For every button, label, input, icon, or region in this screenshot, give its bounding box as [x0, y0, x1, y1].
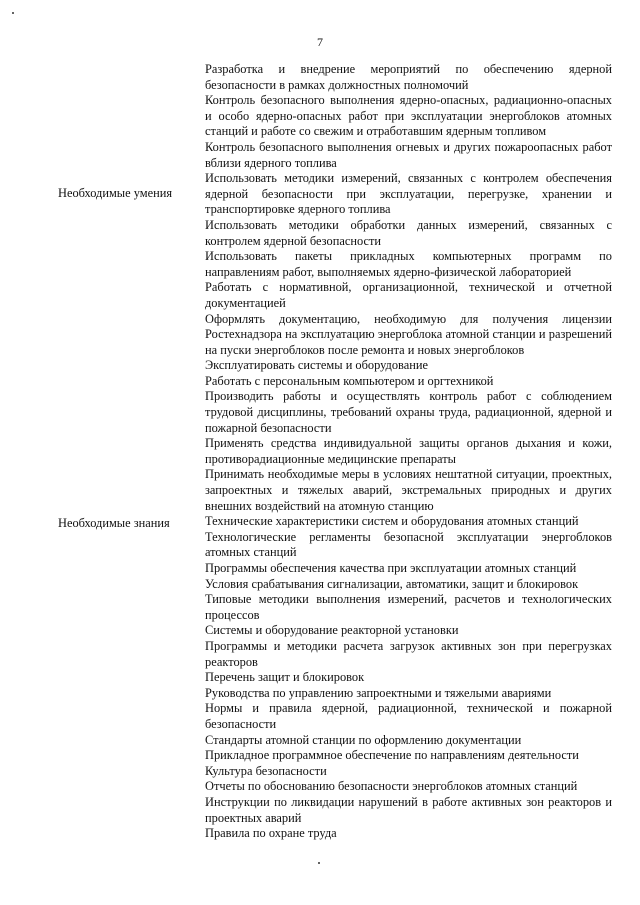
- list-item: Работать с персональным компьютером и оргтехникой: [205, 373, 494, 388]
- list-item: Нормы и правила ядерной, радиационной, технической и пожарной безопасности: [205, 701, 612, 731]
- scan-speck: [12, 12, 14, 14]
- list-item: Программы и методики расчета загрузок активных зон при перегрузках реакторов: [205, 638, 612, 669]
- requirements-column: [205, 62, 612, 842]
- list-item: Перечень защит и блокировок: [205, 670, 365, 685]
- list-item: Технологические регламенты безопасной эксплуатации энергоблоков атомных станций: [205, 529, 612, 560]
- list-item: Контроль безопасного выполнения огневых и других пожароопасных работ вблизи ядерного топлива: [205, 139, 612, 170]
- list-item: Применять средства индивидуальной защиты органов дыхания и кожи, противорадиационные медицинские препараты: [205, 436, 612, 466]
- list-item: Использовать методики обработки данных измерений, связанных с контролем ядерной безопасности: [205, 217, 612, 248]
- list-item: Системы и оборудование реакторной установки: [205, 623, 459, 638]
- list-item: Работать с нормативной, организационной, технической и отчетной документацией: [205, 280, 612, 310]
- skills-label: Необходимые умения: [58, 186, 173, 200]
- list-item: Технические характеристики систем и оборудования атомных станций: [205, 514, 579, 529]
- skills-section: [205, 171, 612, 514]
- list-item: Оформлять документацию, необходимую для получения лицензии Ростехнадзора на эксплуатацию энергоблока атомной станции и разрешений на пуски энергоблоков после ремонта и новых энергоблоков: [205, 311, 612, 357]
- knowledge-section: [205, 514, 612, 841]
- knowledge-label: Необходимые знания: [58, 516, 170, 530]
- list-item: Производить работы и осуществлять контроль работ с соблюдением трудовой дисциплины, требований охраны труда, радиационной, ядерной и пожарной безопасности: [205, 389, 612, 435]
- list-item: Разработка и внедрение мероприятий по обеспечению ядерной безопасности в рамках должностных полномочий: [205, 62, 612, 92]
- list-item: Условия срабатывания сигнализации, автоматики, защит и блокировок: [205, 576, 579, 591]
- scan-speck: [318, 862, 320, 864]
- list-item: Руководства по управлению запроектными и тяжелыми авариями: [205, 685, 552, 700]
- list-item: Отчеты по обоснованию безопасности энергоблоков атомных станций: [205, 779, 578, 794]
- page-number: 7: [317, 35, 323, 49]
- list-item: Эксплуатировать системы и оборудование: [205, 358, 429, 373]
- actions-section: [205, 62, 612, 171]
- list-item: Использовать методики измерений, связанных с контролем обеспечения ядерной безопасности при эксплуатации, перегрузке, хранении и транспортировке ядерного топлива: [205, 171, 612, 217]
- list-item: Правила по охране труда: [205, 826, 337, 841]
- list-item: Типовые методики выполнения измерений, расчетов и технологических процессов: [205, 592, 612, 622]
- list-item: Программы обеспечения качества при эксплуатации атомных станций: [205, 561, 577, 575]
- list-item: Стандарты атомной станции по оформлению документации: [205, 732, 522, 747]
- list-item: Культура безопасности: [205, 763, 327, 778]
- list-item: Принимать необходимые меры в условиях нештатной ситуации, проектных, запроектных и тяжелых аварий, экстремальных природных и других внешних воздействий на атомную станцию: [205, 467, 612, 513]
- list-item: Контроль безопасного выполнения ядерно-опасных, радиационно-опасных и особо ядерно-опасных работ при эксплуатации энергоблоков атомных станций и работе со свежим и отработавшим ядерным топливом: [205, 93, 612, 139]
- list-item: Инструкции по ликвидации нарушений в работе активных зон реакторов и проектных аварий: [205, 794, 612, 825]
- list-item: Использовать пакеты прикладных компьютерных программ по направлениям работ, выполняемых ядерно-физической лабораторией: [205, 249, 612, 279]
- list-item: Прикладное программное обеспечение по направлениям деятельности: [205, 748, 579, 763]
